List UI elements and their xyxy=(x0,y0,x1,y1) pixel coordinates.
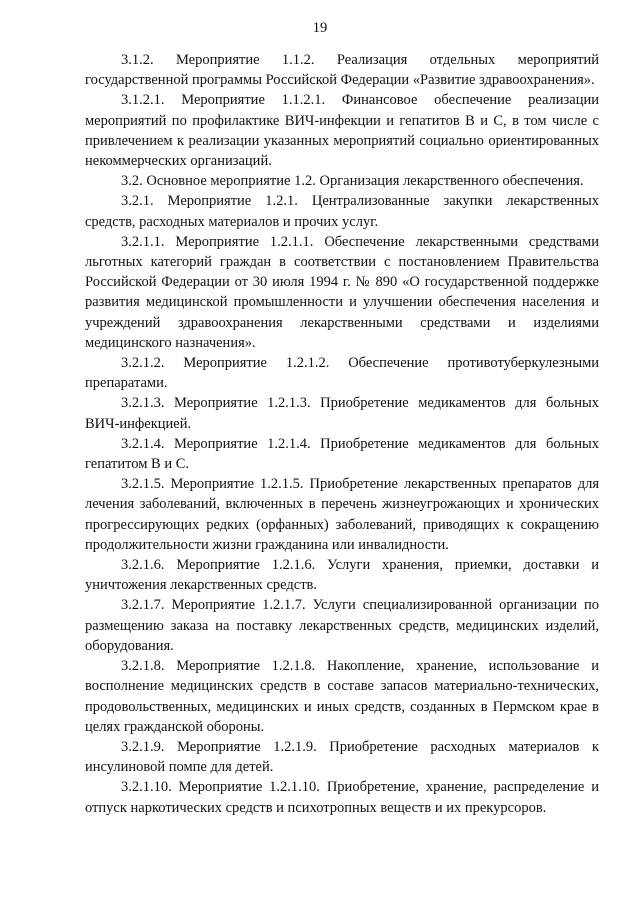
paragraph: 3.2.1.1. Мероприятие 1.2.1.1. Обеспечение лекарственными средствами льготных категорий граждан в соответствии с постановлением Правительства Российской Федерации от 30 июля 1994 г. № 890 «О государственной поддержке развития медицинской промышленности и улучшении обеспечения населения и учреждений здравоохранения лекарственными средствами и изделиями медицинского назначения». xyxy=(85,233,599,351)
paragraph: 3.2.1.6. Мероприятие 1.2.1.6. Услуги хранения, приемки, доставки и уничтожения лекарственных средств. xyxy=(85,557,599,594)
paragraph: 3.2.1. Мероприятие 1.2.1. Централизованные закупки лекарственных средств, расходных материалов и прочих услуг. xyxy=(85,193,599,230)
paragraph: 3.1.2.1. Мероприятие 1.1.2.1. Финансовое обеспечение реализации мероприятий по профилактике ВИЧ-инфекции и гепатитов В и С, в том числе с привлечением к реализации указанных мероприятий социально ориентированных некоммерческих организаций. xyxy=(85,92,599,170)
paragraph: 3.2. Основное мероприятие 1.2. Организация лекарственного обеспечения. xyxy=(121,173,584,190)
paragraph: 3.2.1.9. Мероприятие 1.2.1.9. Приобретение расходных материалов к инсулиновой помпе для детей. xyxy=(85,738,599,776)
paragraph: 3.2.1.5. Мероприятие 1.2.1.5. Приобретение лекарственных препаратов для лечения заболеваний, включенных в перечень жизнеугрожающих и хронических прогрессирующих редких (орфанных) заболеваний, приводящих к сокращению продолжительности жизни гражданина или инвалидности. xyxy=(85,476,599,553)
page-number: 19 xyxy=(312,20,328,36)
paragraph: 3.2.1.8. Мероприятие 1.2.1.8. Накопление, хранение, использование и восполнение медицинских средств в составе запасов материально-технических, продовольственных, медицинских и иных средств, созданных в Пермском крае в целях гражданской обороны. xyxy=(85,658,599,735)
paragraph: 3.2.1.3. Мероприятие 1.2.1.3. Приобретение медикаментов для больных ВИЧ-инфекцией. xyxy=(85,395,599,432)
paragraph: 3.2.1.2. Мероприятие 1.2.1.2. Обеспечение противотуберкулезными препаратами. xyxy=(85,355,599,392)
paragraph: 3.2.1.7. Мероприятие 1.2.1.7. Услуги специализированной организации по размещению заказа на поставку лекарственных средств, медицинских изделий, оборудования. xyxy=(85,597,599,654)
paragraph: 3.2.1.10. Мероприятие 1.2.1.10. Приобретение, хранение, распределение и отпуск наркотических средств и психотропных веществ и их прекурсоров. xyxy=(85,779,599,816)
paragraph: 3.1.2. Мероприятие 1.1.2. Реализация отдельных мероприятий государственной программы Российской Федерации «Развитие здравоохранения». xyxy=(85,52,599,89)
paragraph: 3.2.1.4. Мероприятие 1.2.1.4. Приобретение медикаментов для больных гепатитом В и С. xyxy=(85,435,599,473)
document-body xyxy=(85,50,599,818)
